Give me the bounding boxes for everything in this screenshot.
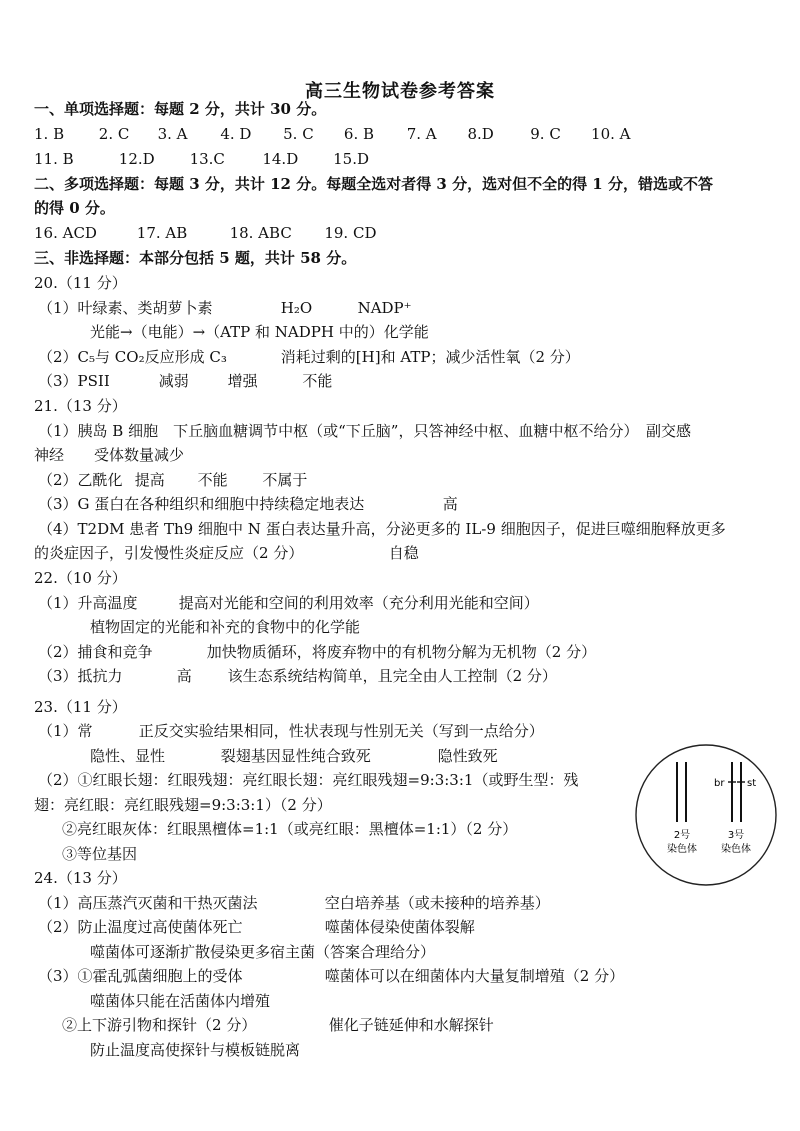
q20-1-answer-b: H₂O [280,299,313,317]
q24-2-answer-b: 噬菌体侵染使菌体裂解 [324,918,475,936]
diagram-circle [636,745,776,885]
section-1-heading: 一、单项选择题：每题 2 分，共计 30 分。 [34,100,327,118]
q22-part-3 [38,666,557,686]
q23-part-1-line-2 [90,746,498,766]
q23-part-2: （2）①红眼长翅：红眼残翅：亮红眼长翅：亮红眼残翅=9:3:3:1（或野生型：残 [38,771,579,789]
q23-1-answer-a: （1）常 [38,722,93,740]
q20-part-2 [38,347,580,367]
answer-10: 10. A [591,125,631,143]
q21-part-1-line-2: 神经 受体数量减少 [34,446,185,464]
gene-label-br: br [714,778,725,789]
q21-part-1: （1）胰岛 B 细胞 下丘脑血糖调节中枢（或“下丘脑”，只答神经中枢、血糖中枢不给分） 副交感 [38,422,691,440]
section-2-heading-line-2: 的得 0 分。 [34,199,115,217]
q22-1-answer-b: 提高对光能和空间的利用效率（充分利用光能和空间） [178,594,539,612]
answer-15: 15.D [333,150,370,168]
chromosome-3-label-text: 染色体 [721,844,751,855]
q21-2-answer-c: 不能 [197,471,228,489]
q21-part-3 [38,494,458,514]
answer-6: 6. B [343,125,375,143]
q21-part-4-line-2 [34,543,419,563]
q24-part-3-line-2: 噬菌体只能在活菌体内增殖 [90,992,271,1010]
q22-part-1 [38,593,539,613]
answer-1: 1. B [34,125,65,143]
q21-2-answer-a: （2）乙酰化 [38,471,123,489]
q24-part-1 [38,893,550,913]
q21-3-answer-a: （3）G 蛋白在各种组织和细胞中持续稳定地表达 [38,495,365,513]
q21-3-answer-b: 高 [442,495,458,513]
q20-2-answer-b: 消耗过剩的[H]和 ATP；减少活性氧（2 分） [280,348,580,366]
q23-heading: 23.（11 分） [34,698,127,716]
answer-14: 14.D [262,150,299,168]
answer-4: 4. D [220,125,252,143]
q24-part-2-line-2: 噬菌体可逐渐扩散侵染更多宿主菌（答案合理给分） [90,943,436,961]
q21-heading: 21.（13 分） [34,397,127,415]
q22-2-answer-b: 加快物质循环，将废弃物中的有机物分解为无机物（2 分） [206,643,597,661]
q21-2-answer-d: 不属于 [262,471,308,489]
chromosome-2-label-number: 2号 [673,830,691,841]
q22-3-answer-b: 高 [176,667,192,685]
q23-1-answer-e: 隐性致死 [437,747,498,765]
q20-3-answer-c: 增强 [227,372,258,390]
q23-part-1 [38,721,544,741]
q20-3-answer-a: （3）PSII [38,372,110,390]
q21-part-2 [38,470,307,490]
q22-part-1-line-2: 植物固定的光能和补充的食物中的化学能 [90,618,361,636]
q20-part-3 [38,371,332,391]
q20-1-answer-c: NADP⁺ [357,299,412,317]
q21-part-4: （4）T2DM 患者 Th9 细胞中 N 蛋白表达量升高，分泌更多的 IL-9 细胞因子，促进巨噬细胞释放更多 [38,520,726,538]
answer-9: 9. C [530,125,561,143]
q22-3-answer-a: （3）抵抗力 [38,667,123,685]
q23-part-2-line-2: 翅：亮红眼：亮红眼残翅=9:3:3:1）（2 分） [34,796,332,814]
q23-1-answer-b: 正反交实验结果相同，性状表现与性别无关（写到一点给分） [138,722,544,740]
section-1-answers-row-1 [34,124,631,144]
q20-2-answer-a: （2）C₅与 CO₂反应形成 C₃ [38,348,227,366]
q22-2-answer-a: （2）捕食和竞争 [38,643,153,661]
section-2-heading-line-1: 二、多项选择题：每题 3 分，共计 12 分。每题全选对者得 3 分，选对但不全的得 1 分，错选或不答 [34,175,713,193]
q24-part-3-line-3: 防止温度高使探针与模板链脱离 [90,1041,301,1059]
q20-part-1-line-2: 光能→（电能）→（ATP 和 NADPH 中的）化学能 [90,323,429,341]
q20-part-1 [38,298,412,318]
chromosome-diagram [632,740,782,890]
q24-3-answer-c: ②上下游引物和探针（2 分） [62,1016,257,1034]
q22-heading: 22.（10 分） [34,569,127,587]
answer-5: 5. C [283,125,314,143]
answer-12: 12.D [118,150,155,168]
q23-1-answer-c: 隐性、显性 [90,747,166,765]
q21-4-answer-b: 自稳 [388,544,419,562]
q24-heading: 24.（13 分） [34,869,127,887]
q24-part-3 [38,966,624,986]
answer-7: 7. A [406,125,437,143]
q24-1-answer-b: 空白培养基（或未接种的培养基） [324,894,550,912]
q20-1-answer-a: （1）叶绿素、类胡萝卜素 [38,299,213,317]
answer-16: 16. ACD [34,224,97,242]
gene-label-st: st [747,778,757,789]
q22-3-answer-c: 该生态系统结构简单，且完全由人工控制（2 分） [227,667,557,685]
q24-3-answer-d: 催化子链延伸和水解探针 [328,1016,494,1034]
q24-3-answer-a: （3）①霍乱弧菌细胞上的受体 [38,967,243,985]
q20-3-answer-d: 不能 [302,372,333,390]
answer-17: 17. AB [136,224,188,242]
answer-2: 2. C [98,125,130,143]
q21-4-answer-a: 的炎症因子，引发慢性炎症反应（2 分） [34,544,304,562]
q20-3-answer-b: 减弱 [158,372,189,390]
chromosome-3-label-number: 3号 [727,830,745,841]
answer-8: 8.D [467,125,494,143]
chromosome-2-label-text: 染色体 [667,844,697,855]
q22-part-2 [38,642,596,662]
q24-2-answer-a: （2）防止温度过高使菌体死亡 [38,918,243,936]
section-1-answers-row-2 [34,149,369,169]
q22-1-answer-a: （1）升高温度 [38,594,138,612]
q21-2-answer-b: 提高 [134,471,165,489]
page-title: 高三生物试卷参考答案 [305,81,495,102]
q24-part-2 [38,917,475,937]
q23-part-2-answer-2: ②亮红眼灰体：红眼黑檀体=1:1（或亮红眼：黑檀体=1:1）（2 分） [62,820,518,838]
q24-part-3-answer-2 [62,1015,494,1035]
answer-18: 18. ABC [229,224,292,242]
q23-1-answer-d: 裂翅基因显性纯合致死 [220,747,371,765]
answer-19: 19. CD [324,224,377,242]
q24-3-answer-b: 噬菌体可以在细菌体内大量复制增殖（2 分） [324,967,625,985]
answer-13: 13.C [189,150,225,168]
q24-1-answer-a: （1）高压蒸汽灭菌和干热灭菌法 [38,894,258,912]
q23-part-2-answer-3: ③等位基因 [62,845,138,863]
section-3-heading: 三、非选择题：本部分包括 5 题，共计 58 分。 [34,249,357,267]
section-2-answers [34,223,376,243]
q20-heading: 20.（11 分） [34,274,127,292]
answer-11: 11. B [34,150,74,168]
answer-3: 3. A [157,125,188,143]
